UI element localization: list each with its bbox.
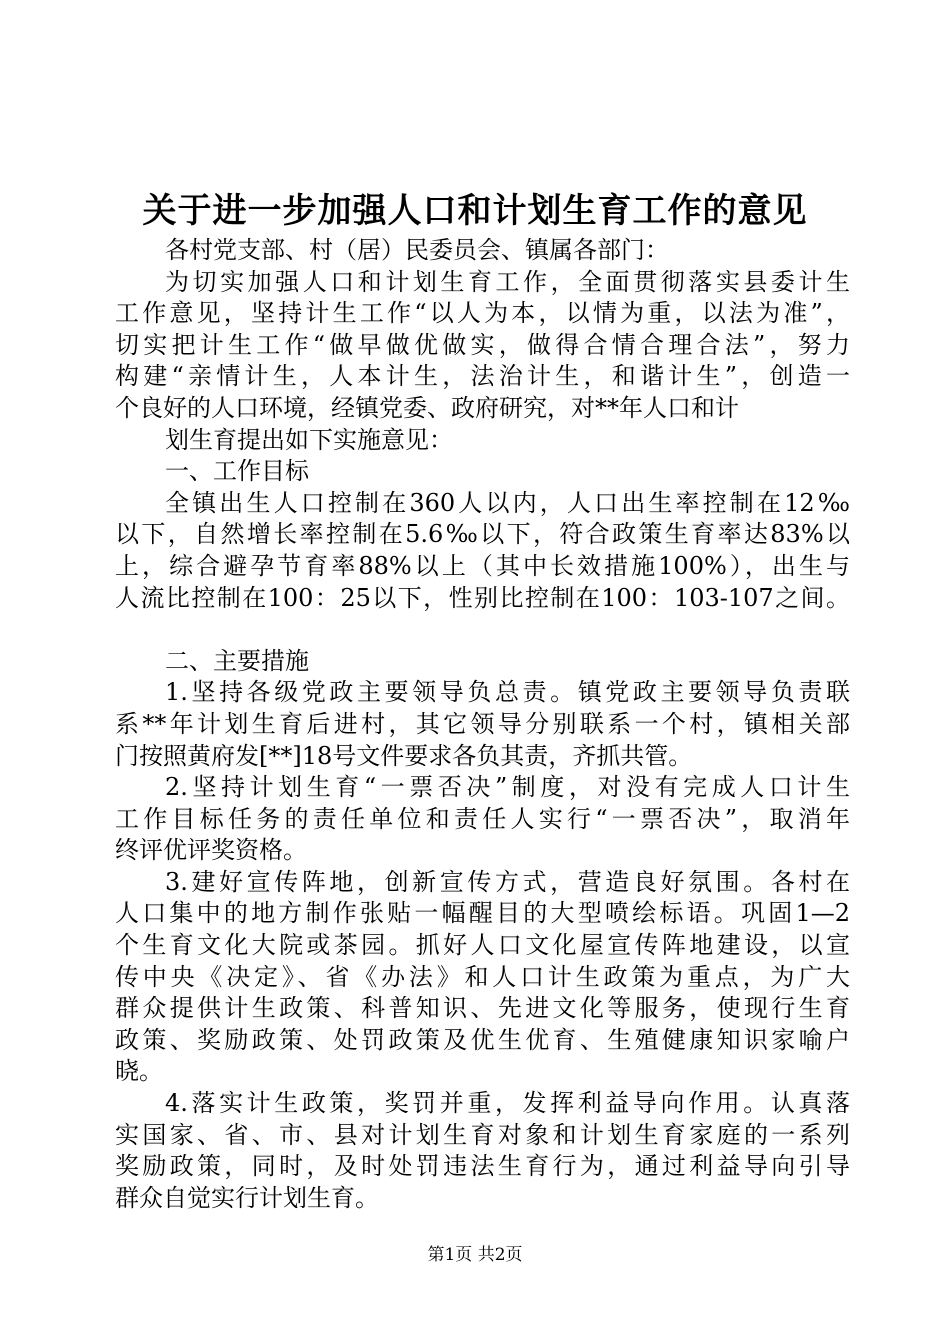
document-body bbox=[115, 235, 850, 1214]
body-line: 划生育提出如下实施意见： bbox=[165, 425, 453, 454]
body-line: 实国家、省、市、县对计划生育对象和计划生育家庭的一系列 bbox=[115, 1120, 850, 1149]
body-line: 政策、奖励政策、处罚政策及优生优育、生殖健康知识家喻户 bbox=[115, 1025, 850, 1054]
body-line: 切实把计生工作“做早做优做实，做得合情合理合法”，努力 bbox=[115, 330, 850, 359]
body-line: 系**年计划生育后进村，其它领导分别联系一个村，镇相关部 bbox=[115, 709, 850, 738]
body-line: 上，综合避孕节育率88%以上（其中长效措施100%），出生与 bbox=[115, 551, 850, 580]
body-line: 以下，自然增长率控制在5.6‰以下，符合政策生育率达83%以 bbox=[115, 520, 850, 549]
page-number-footer: 第1页 共2页 bbox=[427, 1245, 523, 1265]
body-line: 1.坚持各级党政主要领导负总责。镇党政主要领导负责联 bbox=[165, 678, 850, 707]
document-title: 关于进一步加强人口和计划生育工作的意见 bbox=[142, 191, 808, 231]
section-heading-goals: 一、工作目标 bbox=[165, 457, 309, 486]
addressee-line: 各村党支部、村（居）民委员会、镇属各部门： bbox=[165, 236, 669, 264]
body-line: 2.坚持计划生育“一票否决”制度，对没有完成人口计生 bbox=[165, 773, 850, 802]
body-line: 个生育文化大院或茶园。抓好人口文化屋宣传阵地建设，以宣 bbox=[115, 931, 850, 960]
body-line: 工作目标任务的责任单位和责任人实行“一票否决”，取消年 bbox=[115, 804, 850, 833]
body-line: 个良好的人口环境，经镇党委、政府研究，对**年人口和计 bbox=[115, 393, 739, 422]
body-line: 奖励政策，同时，及时处罚违法生育行为，通过利益导向引导 bbox=[115, 1152, 850, 1181]
body-line: 3.建好宣传阵地，创新宣传方式，营造良好氛围。各村在 bbox=[165, 867, 850, 896]
body-line: 构建“亲情计生，人本计生，法治计生，和谐计生”，创造一 bbox=[115, 362, 850, 391]
section-heading-measures: 二、主要措施 bbox=[165, 646, 309, 675]
body-line: 传中央《决定》、省《办法》和人口计生政策为重点，为广大 bbox=[115, 962, 850, 991]
body-line: 人流比控制在100：25以下，性别比控制在100：103-107之间。 bbox=[115, 583, 850, 612]
body-line: 全镇出生人口控制在360人以内，人口出生率控制在12‰ bbox=[165, 488, 850, 517]
body-line: 人口集中的地方制作张贴一幅醒目的大型喷绘标语。巩固1—2 bbox=[115, 899, 850, 928]
body-line: 为切实加强人口和计划生育工作，全面贯彻落实县委计生 bbox=[165, 267, 850, 296]
body-line: 群众自觉实行计划生育。 bbox=[115, 1183, 379, 1212]
blank-line bbox=[115, 614, 850, 646]
body-line: 晓。 bbox=[115, 1057, 163, 1086]
body-line: 门按照黄府发[**]18号文件要求各负其责，齐抓共管。 bbox=[115, 741, 693, 770]
body-line: 终评优评奖资格。 bbox=[115, 836, 307, 865]
body-line: 群众提供计生政策、科普知识、先进文化等服务，使现行生育 bbox=[115, 994, 850, 1023]
body-line: 4.落实计生政策，奖罚并重，发挥利益导向作用。认真落 bbox=[165, 1089, 850, 1118]
body-line: 工作意见，坚持计生工作“以人为本，以情为重，以法为准”， bbox=[115, 299, 850, 328]
